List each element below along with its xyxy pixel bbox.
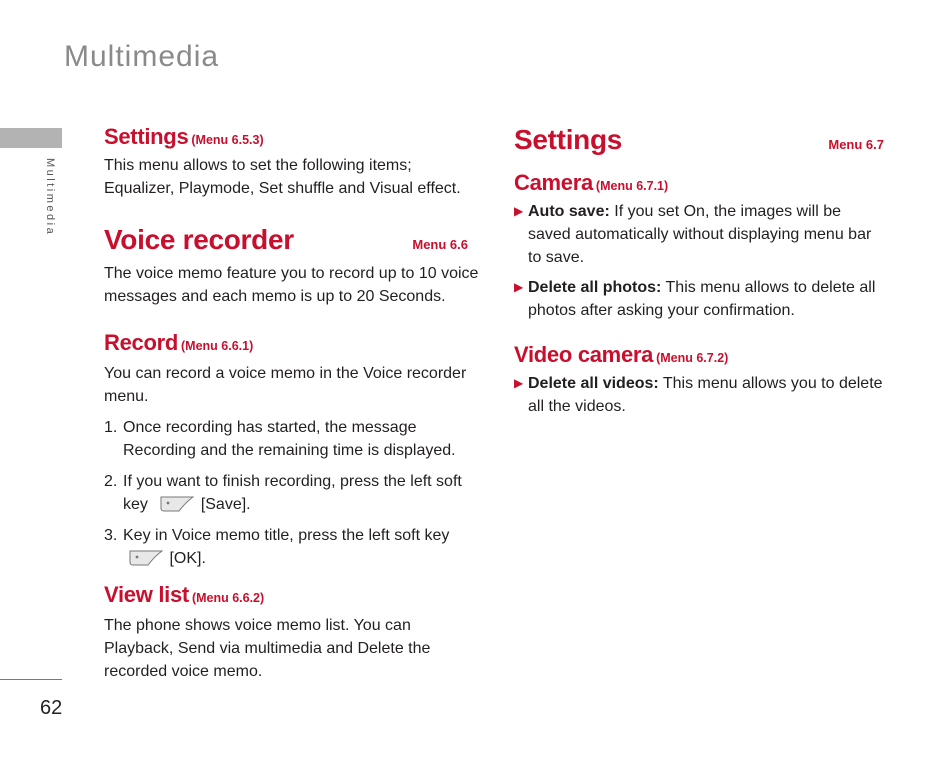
- video-camera-options: [514, 372, 884, 418]
- record-body: You can record a voice memo in the Voice recorder menu.: [104, 365, 467, 405]
- option-text: [528, 200, 884, 269]
- settings-menu-ref: (Menu 6.5.3): [191, 133, 264, 147]
- settings-title: Settings: [104, 124, 189, 149]
- view-list-body: The phone shows voice memo list. You can Playback, Send via multimedia and Delete the recorded voice memo.: [104, 617, 431, 680]
- video-camera-menu-ref: (Menu 6.7.2): [656, 351, 729, 365]
- voice-recorder-title: Voice recorder: [104, 224, 294, 255]
- video-camera-heading: [514, 342, 884, 368]
- side-tab-label: Multimedia: [44, 158, 56, 237]
- record-steps: [104, 416, 480, 570]
- voice-recorder-body: The voice memo feature you to record up to 10 voice messages and each memo is up to 20 Seconds.: [104, 265, 479, 305]
- camera-option: [514, 276, 884, 322]
- voice-recorder-menu-ref: Menu 6.6: [412, 237, 468, 252]
- record-menu-ref: (Menu 6.6.1): [181, 339, 254, 353]
- step-text-pre: Key in Voice memo title, press the left soft key: [123, 527, 450, 544]
- record-step: [104, 416, 480, 462]
- record-step: [104, 470, 480, 516]
- settings-heading: [104, 124, 480, 150]
- right-column: [514, 124, 884, 425]
- option-description: This menu allows you to delete all the videos.: [528, 375, 883, 415]
- chapter-tab: [0, 128, 62, 148]
- triangle-bullet-icon: ▶: [514, 376, 524, 390]
- step-number: 1.: [104, 419, 118, 436]
- option-text: [528, 372, 884, 418]
- camera-heading: [514, 170, 884, 196]
- record-heading: [104, 330, 480, 356]
- step-text: [123, 524, 449, 570]
- step-text-post: [OK].: [169, 550, 206, 567]
- option-text: [528, 276, 884, 322]
- page-number: 62: [40, 697, 63, 719]
- footer-rule: [0, 679, 62, 680]
- step-number: 3.: [104, 527, 118, 544]
- record-step: [104, 524, 480, 570]
- left-soft-key-icon: [129, 550, 163, 566]
- camera-title: Camera: [514, 170, 593, 195]
- record-title: Record: [104, 330, 178, 355]
- camera-option: [514, 200, 884, 269]
- settings-body: This menu allows to set the following items; Equalizer, Playmode, Set shuffle and Visual effect.: [104, 157, 461, 197]
- triangle-bullet-icon: ▶: [514, 280, 524, 294]
- step-text-pre: If you want to finish recording, press the left soft key: [123, 473, 462, 513]
- step-text: [123, 470, 480, 516]
- chapter-title: Multimedia: [64, 40, 220, 73]
- voice-recorder-heading: [104, 224, 480, 256]
- video-camera-title: Video camera: [514, 342, 654, 367]
- camera-settings-heading: [514, 124, 884, 156]
- camera-settings-menu-ref: Menu 6.7: [828, 137, 884, 152]
- video-camera-option: [514, 372, 884, 418]
- view-list-heading: [104, 582, 480, 608]
- view-list-title: View list: [104, 582, 189, 607]
- option-label: Auto save:: [528, 203, 610, 220]
- camera-menu-ref: (Menu 6.7.1): [595, 179, 669, 193]
- left-column: [104, 124, 480, 683]
- option-description: If you set On, the images will be saved automatically without displaying menu bar to save.: [528, 203, 872, 266]
- step-text: Once recording has started, the message Recording and the remaining time is displayed.: [123, 419, 456, 459]
- triangle-bullet-icon: ▶: [514, 204, 524, 218]
- camera-options: [514, 200, 884, 322]
- option-label: Delete all videos:: [528, 375, 659, 392]
- option-description: This menu allows to delete all photos after asking your confirmation.: [528, 279, 876, 319]
- camera-settings-title: Settings: [514, 124, 623, 155]
- view-list-menu-ref: (Menu 6.6.2): [191, 591, 265, 605]
- step-number: 2.: [104, 473, 118, 490]
- left-soft-key-icon: [160, 496, 194, 512]
- step-text-post: [Save].: [200, 496, 251, 513]
- option-label: Delete all photos:: [528, 279, 662, 296]
